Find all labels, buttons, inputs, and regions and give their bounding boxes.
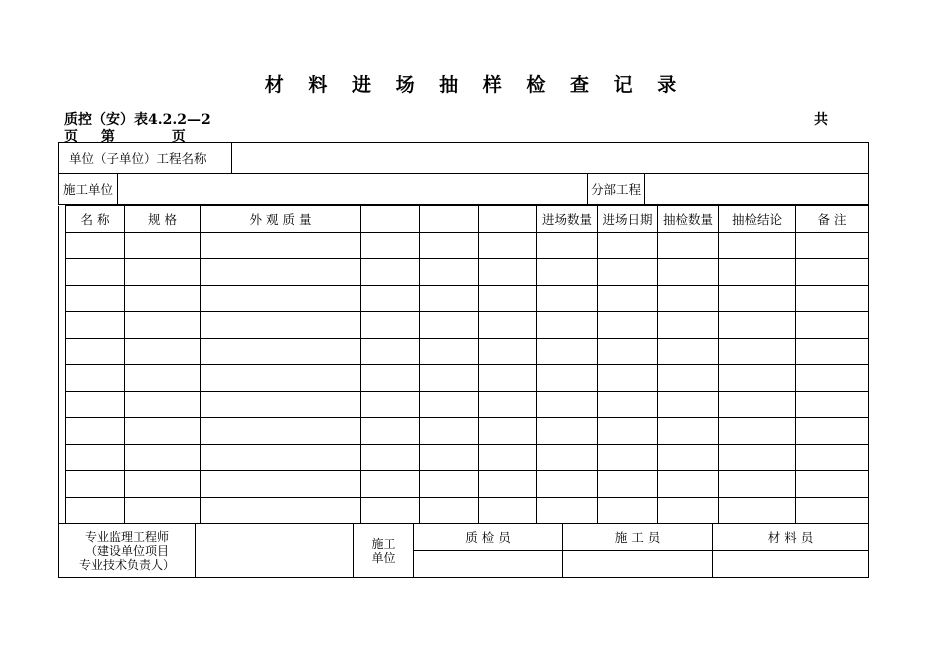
table-cell[interactable]	[658, 232, 719, 259]
table-cell[interactable]	[598, 259, 658, 286]
table-cell[interactable]	[537, 497, 598, 524]
table-cell[interactable]	[598, 497, 658, 524]
table-cell[interactable]	[479, 232, 537, 259]
column-header: 抽检结论	[719, 206, 796, 233]
construction-unit-sign-label	[354, 524, 414, 578]
table-cell[interactable]	[537, 232, 598, 259]
supervisor-label-line-3: 专业技术负责人）	[78, 557, 175, 572]
supervisor-label-line-2: （建设单位项目	[84, 543, 169, 558]
table-cell[interactable]	[479, 497, 537, 524]
signoff-header-row	[59, 524, 869, 551]
column-header: 备 注	[796, 206, 869, 233]
table-row	[59, 285, 869, 312]
table-cell[interactable]	[537, 444, 598, 471]
margin-cell	[59, 259, 66, 286]
table-cell[interactable]	[125, 497, 201, 524]
table-cell[interactable]	[658, 338, 719, 365]
worker-label: 施 工 员	[563, 524, 713, 551]
table-row	[59, 232, 869, 259]
table-cell[interactable]	[420, 418, 479, 445]
table-cell[interactable]	[479, 312, 537, 339]
column-header: 进场日期	[598, 206, 658, 233]
construction-unit-row	[59, 174, 869, 205]
table-row	[59, 259, 869, 286]
table-cell[interactable]	[796, 338, 869, 365]
table-cell[interactable]	[658, 259, 719, 286]
column-header: 抽检数量	[658, 206, 719, 233]
table-cell[interactable]	[658, 312, 719, 339]
table-cell[interactable]	[598, 338, 658, 365]
material-officer-label: 材 料 员	[713, 524, 869, 551]
table-cell[interactable]	[537, 391, 598, 418]
table-cell[interactable]	[658, 391, 719, 418]
table-cell[interactable]	[125, 338, 201, 365]
table-cell[interactable]	[658, 471, 719, 498]
material-officer-signature-field[interactable]	[713, 551, 869, 578]
project-info-table	[58, 142, 869, 205]
table-cell[interactable]	[66, 285, 125, 312]
subpart-field[interactable]	[645, 174, 869, 205]
table-cell[interactable]	[201, 391, 361, 418]
table-cell[interactable]	[420, 497, 479, 524]
table-cell[interactable]	[420, 312, 479, 339]
table-cell[interactable]	[66, 232, 125, 259]
table-cell[interactable]	[796, 497, 869, 524]
table-cell[interactable]	[658, 418, 719, 445]
construction-unit-field[interactable]	[118, 174, 588, 205]
table-cell[interactable]	[719, 365, 796, 392]
table-cell[interactable]	[125, 259, 201, 286]
table-cell[interactable]	[598, 312, 658, 339]
table-cell[interactable]	[125, 444, 201, 471]
table-cell[interactable]	[125, 471, 201, 498]
table-cell[interactable]	[66, 444, 125, 471]
table-cell[interactable]	[125, 391, 201, 418]
table-cell[interactable]	[201, 259, 361, 286]
table-cell[interactable]	[361, 232, 420, 259]
table-cell[interactable]	[719, 259, 796, 286]
project-name-field[interactable]	[232, 143, 869, 174]
table-cell[interactable]	[201, 285, 361, 312]
table-cell[interactable]	[796, 312, 869, 339]
table-cell[interactable]	[537, 471, 598, 498]
supervisor-label-line-1: 专业监理工程师	[84, 529, 169, 544]
page-unit-label-2: 页	[171, 129, 186, 145]
supervisor-signature-field[interactable]	[196, 524, 354, 578]
table-row	[59, 418, 869, 445]
table-cell[interactable]	[420, 338, 479, 365]
table-cell[interactable]	[66, 365, 125, 392]
table-cell[interactable]	[361, 471, 420, 498]
table-cell[interactable]	[201, 232, 361, 259]
table-cell[interactable]	[598, 471, 658, 498]
margin-cell	[59, 365, 66, 392]
table-cell[interactable]	[598, 232, 658, 259]
table-cell[interactable]	[420, 259, 479, 286]
table-cell[interactable]	[598, 391, 658, 418]
table-cell[interactable]	[361, 312, 420, 339]
table-cell[interactable]	[658, 285, 719, 312]
margin-cell	[59, 444, 66, 471]
table-cell[interactable]	[201, 338, 361, 365]
table-cell[interactable]	[479, 444, 537, 471]
table-cell[interactable]	[537, 365, 598, 392]
table-row	[59, 497, 869, 524]
table-cell[interactable]	[658, 497, 719, 524]
table-cell[interactable]	[66, 259, 125, 286]
table-cell[interactable]	[66, 497, 125, 524]
table-cell[interactable]	[479, 365, 537, 392]
project-name-label: 单位（子单位）工程名称	[59, 143, 232, 174]
table-cell[interactable]	[201, 418, 361, 445]
table-cell[interactable]	[479, 285, 537, 312]
table-cell[interactable]	[479, 259, 537, 286]
table-cell[interactable]	[66, 338, 125, 365]
table-cell[interactable]	[201, 471, 361, 498]
page-total-label: 共	[814, 112, 828, 128]
column-header: 规 格	[125, 206, 201, 233]
table-cell[interactable]	[420, 471, 479, 498]
project-name-row	[59, 143, 869, 174]
supervisor-label	[59, 524, 196, 578]
table-cell[interactable]	[361, 259, 420, 286]
worker-signature-field[interactable]	[563, 551, 713, 578]
table-cell[interactable]	[658, 444, 719, 471]
table-cell[interactable]	[479, 391, 537, 418]
table-cell[interactable]	[125, 365, 201, 392]
table-header-row	[59, 206, 869, 233]
table-row	[59, 338, 869, 365]
table-cell[interactable]	[361, 285, 420, 312]
table-cell[interactable]	[66, 418, 125, 445]
table-cell[interactable]	[719, 312, 796, 339]
table-cell[interactable]	[361, 365, 420, 392]
margin-cell	[59, 497, 66, 524]
table-cell[interactable]	[420, 391, 479, 418]
margin-cell	[59, 338, 66, 365]
table-row	[59, 471, 869, 498]
table-cell[interactable]	[598, 418, 658, 445]
column-header: 名 称	[66, 206, 125, 233]
signoff-table	[58, 523, 869, 578]
margin-cell	[59, 471, 66, 498]
table-cell[interactable]	[598, 285, 658, 312]
table-cell[interactable]	[719, 391, 796, 418]
table-cell[interactable]	[796, 418, 869, 445]
table-cell[interactable]	[796, 285, 869, 312]
table-cell[interactable]	[796, 365, 869, 392]
table-cell[interactable]	[361, 338, 420, 365]
table-cell[interactable]	[361, 391, 420, 418]
page-number-label: 第	[100, 129, 115, 145]
margin-cell	[59, 418, 66, 445]
table-cell[interactable]	[125, 418, 201, 445]
table-cell[interactable]	[66, 312, 125, 339]
inspection-table	[58, 205, 869, 524]
table-cell[interactable]	[201, 312, 361, 339]
table-cell[interactable]	[201, 365, 361, 392]
table-cell[interactable]	[537, 259, 598, 286]
table-cell[interactable]	[420, 444, 479, 471]
table-cell[interactable]	[420, 232, 479, 259]
document-title: 材 料 进 场 抽 样 检 查 记 录	[264, 74, 686, 96]
column-header: 进场数量	[537, 206, 598, 233]
table-row	[59, 365, 869, 392]
table-row	[59, 312, 869, 339]
table-cell[interactable]	[719, 471, 796, 498]
table-cell[interactable]	[796, 259, 869, 286]
table-cell[interactable]	[201, 497, 361, 524]
table-cell[interactable]	[719, 232, 796, 259]
inspector-label: 质 检 员	[414, 524, 563, 551]
table-cell[interactable]	[361, 418, 420, 445]
table-cell[interactable]	[719, 418, 796, 445]
table-cell[interactable]	[125, 232, 201, 259]
table-cell[interactable]	[66, 471, 125, 498]
table-cell[interactable]	[479, 471, 537, 498]
table-cell[interactable]	[361, 444, 420, 471]
table-cell[interactable]	[796, 471, 869, 498]
table-row	[59, 444, 869, 471]
construction-unit-sign-line-1: 施工	[371, 536, 396, 551]
subpart-label: 分部工程	[588, 174, 645, 205]
table-row	[59, 391, 869, 418]
table-cell[interactable]	[719, 338, 796, 365]
table-cell[interactable]	[719, 285, 796, 312]
column-header	[420, 206, 479, 233]
inspector-signature-field[interactable]	[414, 551, 563, 578]
table-cell[interactable]	[537, 285, 598, 312]
table-cell[interactable]	[201, 444, 361, 471]
table-cell[interactable]	[125, 285, 201, 312]
margin-cell	[59, 206, 66, 233]
table-cell[interactable]	[361, 497, 420, 524]
page-unit-label: 页	[64, 129, 78, 145]
margin-cell	[59, 391, 66, 418]
column-header: 外 观 质 量	[201, 206, 361, 233]
table-cell[interactable]	[479, 418, 537, 445]
margin-cell	[59, 312, 66, 339]
table-cell[interactable]	[598, 444, 658, 471]
table-cell[interactable]	[537, 338, 598, 365]
table-cell[interactable]	[796, 232, 869, 259]
construction-unit-sign-line-2: 单位	[371, 550, 396, 565]
column-header	[479, 206, 537, 233]
table-cell[interactable]	[598, 365, 658, 392]
construction-unit-label: 施工单位	[59, 174, 118, 205]
table-cell[interactable]	[420, 285, 479, 312]
margin-cell	[59, 285, 66, 312]
table-cell[interactable]	[537, 418, 598, 445]
margin-cell	[59, 232, 66, 259]
table-cell[interactable]	[719, 444, 796, 471]
table-cell[interactable]	[719, 497, 796, 524]
table-cell[interactable]	[66, 391, 125, 418]
form-code: 质控（安）表4.2.2—2	[64, 112, 211, 128]
column-header	[361, 206, 420, 233]
table-cell[interactable]	[796, 391, 869, 418]
table-cell[interactable]	[125, 312, 201, 339]
table-cell[interactable]	[420, 365, 479, 392]
table-cell[interactable]	[796, 444, 869, 471]
table-cell[interactable]	[658, 365, 719, 392]
table-cell[interactable]	[537, 312, 598, 339]
table-cell[interactable]	[479, 338, 537, 365]
